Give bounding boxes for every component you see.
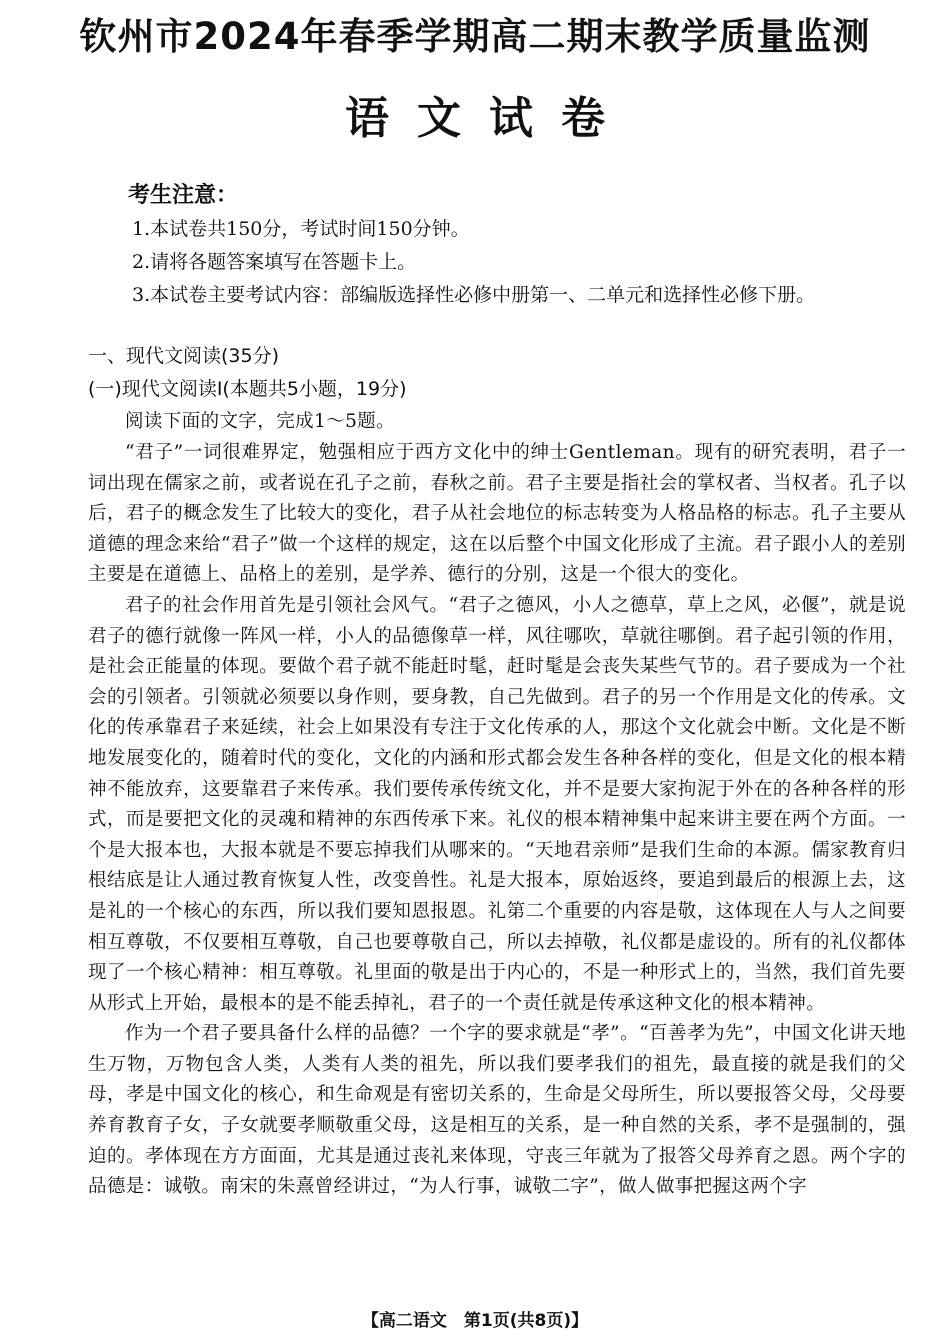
notice-item: 1.本试卷共150分，考试时间150分钟。 [132,218,470,240]
notice-title: 考生注意： [128,183,239,208]
reading-section [88,340,906,1203]
exam-subtitle: 语文试卷 [345,93,633,144]
notice-item: 3.本试卷主要考试内容：部编版选择性必修中册第一、二单元和选择性必修下册。 [132,284,816,306]
passage-paragraph: 作为一个君子要具备什么样的品德？一个字的要求就是“孝”。“百善孝为先”，中国文化讲天地生万物，万物包含人类，人类有人类的祖先，所以我们要孝我们的祖先，最直接的就是我们的父母，孝是中国文化的核心，和生命观是有密切关系的，生命是父母所生，所以要报答父母，父母要养育教育子女，子女就要孝顺敬重父母，这是相互的关系，是一种自然的关系，孝不是强制的，强迫的。孝体现在方方面面，尤其是通过丧礼来体现，守丧三年就为了报答父母养育之恩。两个字的品德是：诚敬。南宋的朱熹曾经讲过，“为人行事，诚敬二字”，做人做事把握这两个字 [88,1023,906,1198]
section-heading: 一、现代文阅读(35分) [88,345,280,367]
page-footer: 【高二语文 第1页(共8页)】 [361,1311,589,1331]
passage-paragraph: “君子”一词很难界定，勉强相应于西方文化中的绅士Gentleman。现有的研究表明，君子一词出现在儒家之前，或者说在孔子之前，春秋之前。君子主要是指社会的掌权者、当权者。孔子以后，君子的概念发生了比较大的变化，君子从社会地位的标志转变为人格品格的标志。孔子主要从道德的理念来给“君子”做一个这样的规定，这在以后整个中国文化形成了主流。君子跟小人的差别主要是在道德上、品格上的差别，是学养、德行的分别，这是一个很大的变化。 [88,442,906,586]
exam-title: 钦州市2024年春季学期高二期末教学质量监测 [79,15,871,58]
section-subheading: (一)现代文阅读Ⅰ(本题共5小题，19分) [88,378,407,400]
notice-item: 2.请将各题答案填写在答题卡上。 [132,251,417,273]
reading-instruction: 阅读下面的文字，完成1～5题。 [125,411,396,432]
candidate-notice [128,178,928,312]
passage-paragraph: 君子的社会作用首先是引领社会风气。“君子之德风，小人之德草，草上之风，必偃”，就是说君子的德行就像一阵风一样，小人的品德像草一样，风往哪吹，草就往哪倒。君子起引领的作用，是社会正能量的体现。要做个君子就不能赶时髦，赶时髦是会丧失某些气节的。君子要成为一个社会的引领者。引领就必须要以身作则，要身教，自己先做到。君子的另一个作用是文化的传承。文化的传承靠君子来延续，社会上如果没有专注于文化传承的人，那这个文化就会中断。文化是不断地发展变化的，随着时代的变化，文化的内涵和形式都会发生各种各样的变化，但是文化的根本精神不能放弃，这要靠君子来传承。我们要传承传统文化，并不是要大家拘泥于外在的各种各样的形式，而是要把文化的灵魂和精神的东西传承下来。礼仪的根本精神集中起来讲主要在两个方面。一个是大报本也，大报本就是不要忘掉我们从哪来的。“天地君亲师”是我们生命的本源。儒家教育归根结底是让人通过教育恢复人性，改变兽性。礼是大报本，原始返终，要追到最后的根源上去，这是礼的一个核心的东西，所以我们要知恩报恩。礼第二个重要的内容是敬，这体现在人与人之间要相互尊敬，不仅要相互尊敬，自己也要尊敬自己，所以去掉敬，礼仪都是虚设的。所有的礼仪都体现了一个核心精神：相互尊敬。礼里面的敬是出于内心的，不是一种形式上的，当然，我们首先要从形式上开始，最根本的是不能丢掉礼，君子的一个责任就是传承这种文化的根本精神。 [88,594,906,1014]
